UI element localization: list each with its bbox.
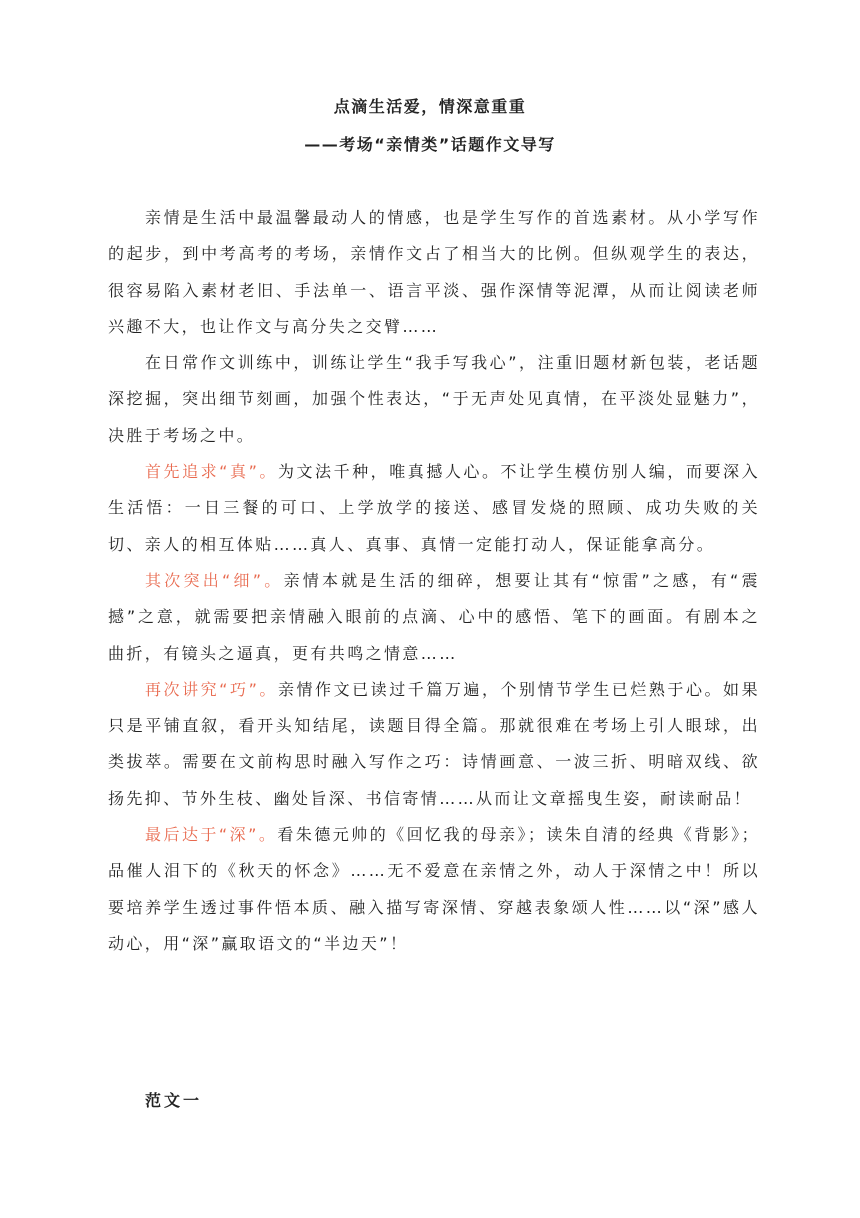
paragraph-detail [108, 563, 760, 672]
page-subtitle: ——考场“亲情类”话题作文导写 [304, 135, 556, 154]
paragraph-authenticity [108, 454, 760, 563]
paragraph-training: 在日常作文训练中，训练让学生“我手写我心”，注重旧题材新包装，老话题深挖掘，突出细节刻画，加强个性表达，“于无声处见真情，在平淡处显魅力”，决胜于考场之中。 [108, 353, 760, 445]
point-text-detail: 亲情本就是生活的细碎，想要让其有“惊雷”之感，有“震撼”之意，就需要把亲情融入眼前的点滴、心中的感悟、笔下的画面。有剧本之曲折，有镜头之逼真，更有共鸣之情意…… [108, 570, 760, 663]
page-title: 点滴生活爱，情深意重重 [333, 97, 527, 116]
paragraph-intro: 亲情是生活中最温馨最动人的情感，也是学生写作的首选素材。从小学写作的起步，到中考高考的考场，亲情作文占了相当大的比例。但纵观学生的表达，很容易陷入素材老旧、手法单一、语言平淡、强作深情等泥潭，从而让阅读老师兴趣不大，也让作文与高分失之交臂…… [108, 208, 760, 336]
point-heading-craft: 再次讲究“巧”。 [145, 679, 278, 699]
point-text-craft: 亲情作文已读过千篇万遍，个别情节学生已烂熟于心。如果只是平铺直叙，看开头知结尾，读题目得全篇。那就很难在考场上引人眼球，出类拔萃。需要在文前构思时融入写作之巧：诗情画意、一波三折、明暗双线、欲扬先抑、节外生枝、幽处旨深、书信寄情……从而让文章摇曳生姿，耐读耐品！ [108, 679, 760, 808]
article-body [108, 200, 760, 962]
point-text-authenticity: 为文法千种，唯真撼人心。不让学生模仿别人编，而要深入生活悟：一日三餐的可口、上学放学的接送、感冒发烧的照顾、成功失败的关切、亲人的相互体贴……真人、真事、真情一定能打动人，保证能拿高分。 [108, 462, 760, 554]
paragraph-depth [108, 817, 760, 962]
point-heading-detail: 其次突出“细”。 [145, 570, 284, 590]
point-heading-depth: 最后达于“深”。 [145, 825, 278, 845]
point-text-depth: 看朱德元帅的《回忆我的母亲》；读朱自清的经典《背影》；品催人泪下的《秋天的怀念》……无不爱意在亲情之外，动人于深情之中！所以要培养学生透过事件悟本质、融入描写寄深情、穿越表象颂人性……以“深”感人动心，用“深”赢取语文的“半边天”！ [108, 825, 761, 953]
section-heading-sample-essay: 范文一 [145, 1091, 203, 1110]
point-heading-authenticity: 首先追求“真”。 [145, 462, 278, 482]
paragraph-craft [108, 672, 760, 817]
